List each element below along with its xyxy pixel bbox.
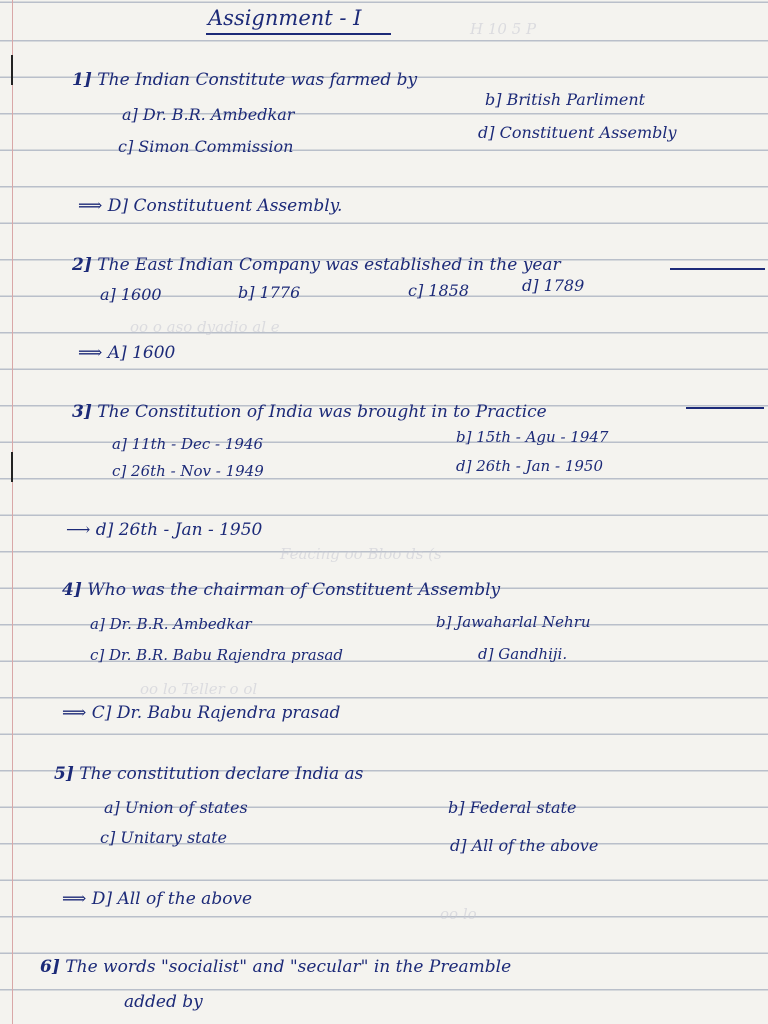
answer-text: d] 26th - Jan - 1950 bbox=[95, 520, 263, 540]
blank-line bbox=[686, 407, 764, 409]
question-text bbox=[72, 402, 547, 422]
answer-arrow: ⟹ bbox=[78, 196, 108, 216]
option-d: d] 26th - Jan - 1950 bbox=[456, 457, 603, 475]
question-body: The Indian Constitute was farmed by bbox=[97, 70, 418, 90]
answer-text: C] Dr. Babu Rajendra prasad bbox=[91, 703, 341, 723]
question-text-continued: added by bbox=[124, 992, 203, 1012]
question-text bbox=[62, 580, 500, 600]
answer-arrow: ⟹ bbox=[62, 889, 92, 909]
question-body: The East Indian Company was established in the year bbox=[97, 255, 561, 275]
option-c: c] Simon Commission bbox=[118, 137, 294, 156]
option-a: a] Union of states bbox=[104, 798, 248, 817]
option-b: b] 1776 bbox=[238, 283, 301, 302]
answer-line bbox=[78, 196, 342, 216]
margin-tick bbox=[11, 55, 13, 85]
option-a: a] Dr. B.R. Ambedkar bbox=[90, 615, 252, 633]
answer-arrow: ⟶ bbox=[66, 520, 96, 540]
question-body: The constitution declare India as bbox=[79, 764, 364, 784]
question-body: Who was the chairman of Constituent Assembly bbox=[87, 580, 501, 600]
answer-line bbox=[78, 343, 175, 363]
question-number: 2] bbox=[72, 255, 92, 275]
page-title: Assignment - I bbox=[208, 6, 362, 30]
option-d: d] All of the above bbox=[450, 836, 599, 855]
option-b: b] Jawaharlal Nehru bbox=[436, 613, 591, 631]
option-c: c] 1858 bbox=[408, 281, 470, 300]
answer-arrow: ⟹ bbox=[78, 343, 108, 363]
question-number: 3] bbox=[72, 402, 92, 422]
margin-line bbox=[12, 0, 13, 1024]
question-text bbox=[54, 764, 363, 784]
margin-tick bbox=[11, 452, 13, 482]
question-number: 5] bbox=[54, 764, 74, 784]
question-text bbox=[72, 70, 417, 90]
option-d: d] 1789 bbox=[522, 276, 585, 295]
answer-arrow: ⟹ bbox=[62, 703, 92, 723]
option-b: b] British Parliment bbox=[485, 90, 646, 109]
question-text bbox=[40, 957, 511, 977]
question-body: The Constitution of India was brought in to Practice bbox=[97, 402, 547, 422]
bleed-through-text: H 10 5 P bbox=[470, 20, 537, 38]
question-number: 4] bbox=[62, 580, 82, 600]
option-d: d] Constituent Assembly bbox=[478, 123, 677, 142]
option-a: a] 1600 bbox=[100, 285, 162, 304]
answer-line bbox=[62, 889, 252, 909]
option-b: b] Federal state bbox=[448, 798, 577, 817]
question-text bbox=[72, 255, 561, 275]
bleed-through-text: oo o aso dyadio al e bbox=[130, 318, 280, 336]
option-d: d] Gandhiji. bbox=[478, 645, 568, 663]
answer-line bbox=[66, 520, 262, 540]
question-number: 6] bbox=[40, 957, 60, 977]
option-c: c] 26th - Nov - 1949 bbox=[112, 462, 264, 480]
option-c: c] Dr. B.R. Babu Rajendra prasad bbox=[90, 646, 343, 664]
answer-line bbox=[62, 703, 340, 723]
bleed-through-text: oo lo Teller o ol bbox=[140, 680, 258, 698]
title-underline bbox=[206, 33, 391, 35]
option-a: a] 11th - Dec - 1946 bbox=[112, 435, 264, 453]
question-body: The words "socialist" and "secular" in the Preamble bbox=[65, 957, 512, 977]
option-a: a] Dr. B.R. Ambedkar bbox=[122, 105, 295, 124]
bleed-through-text: Feacing oo Bloo ds (s bbox=[280, 545, 442, 563]
option-b: b] 15th - Agu - 1947 bbox=[456, 428, 609, 446]
blank-line bbox=[670, 268, 765, 270]
answer-text: D] Constitutuent Assembly. bbox=[107, 196, 343, 216]
question-number: 1] bbox=[72, 70, 92, 90]
option-c: c] Unitary state bbox=[100, 828, 228, 847]
bleed-through-text: oo lo bbox=[440, 905, 477, 923]
answer-text: A] 1600 bbox=[107, 343, 176, 363]
answer-text: D] All of the above bbox=[91, 889, 253, 909]
